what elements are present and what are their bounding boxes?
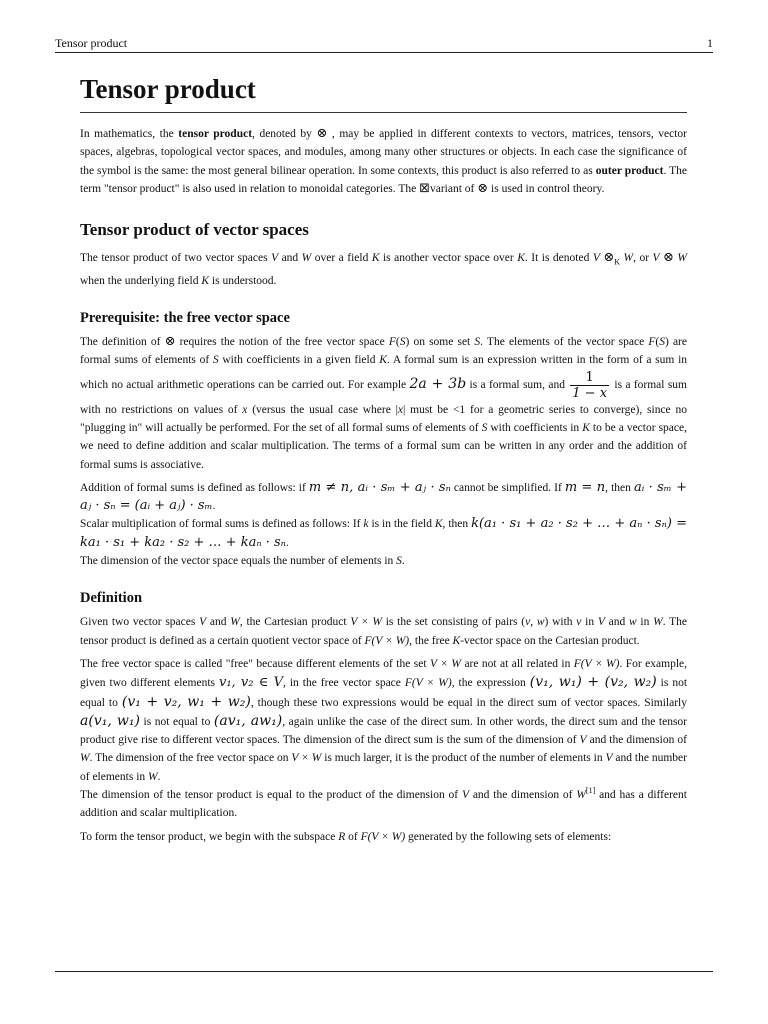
text-run: requires the notion of the free vector space	[175, 336, 389, 349]
math-var: F	[388, 336, 396, 349]
text-run: in	[636, 616, 654, 629]
math-var: W	[148, 770, 158, 783]
fraction	[570, 370, 609, 401]
otimes-symbol: ⊗	[477, 180, 489, 196]
math-var: S	[481, 421, 488, 434]
text-run: Scalar multiplication of formal sums is defined as follows: If	[80, 518, 364, 531]
math-var: S	[212, 354, 219, 367]
text-run: Addition of formal sums is defined as follows: if	[80, 481, 309, 494]
text-run: are not at all related in	[461, 657, 574, 670]
math-var: V	[592, 252, 600, 265]
text-run: cannot be simplified. If	[450, 481, 565, 494]
text-run: ) with	[544, 616, 577, 629]
subsection-heading: Prerequisite: the free vector space	[80, 310, 290, 327]
subsection-heading: Definition	[80, 590, 143, 607]
text-run: The free vector space is called "free" because different elements of the set	[80, 657, 430, 670]
text-run: on some set	[409, 336, 475, 349]
math-var: R	[338, 830, 346, 843]
text-run: is another vector space over	[379, 252, 518, 265]
math-expression: k(a₁ · s₁ + a₂ · s₂ + … + aₙ · sₙ) = ka₁ · s₁ + ka₂ · s₂ + … + kaₙ · sₙ	[80, 516, 687, 550]
section-paragraph	[80, 828, 687, 846]
text-run: .	[157, 770, 161, 783]
section-paragraph	[80, 655, 687, 823]
text-run: and the dimension of	[469, 789, 577, 802]
text-run: .	[212, 500, 216, 513]
otimes-symbol: ⊗	[603, 250, 615, 266]
subscript: K	[614, 257, 621, 267]
boxtimes-symbol: ⊠	[419, 180, 430, 196]
math-var: W	[677, 252, 688, 265]
math-expression: m = n	[564, 479, 606, 495]
text-run: is used in control theory.	[488, 182, 605, 195]
text-run: and	[206, 616, 231, 629]
text-run: is a formal sum, and	[466, 378, 569, 391]
otimes-symbol: ⊗	[316, 126, 328, 141]
text-run: , may be applied in different contexts to vectors, matrices, tensors, vector spaces, algebras, topological vector spaces, and modules, among many other structures or objects. In each case the significance of the symbol is the same: the most general bilinear operation. In some contexts, this product is also referred to as	[80, 128, 687, 177]
intro-paragraph	[80, 125, 687, 198]
text-run: To form the tensor product, we begin with the subspace	[80, 830, 339, 843]
math-expression: (av₁, aw₁)	[213, 712, 283, 729]
text-run: , the free	[409, 634, 453, 647]
text-run: , again unlike the case of the direct sum. In other words, the direct sum and the tensor product give rise to different vector spaces. The dimension of the direct sum is the sum of the dimension of	[80, 715, 688, 747]
text-run: , then	[605, 481, 634, 494]
text-run: (versus the usual case where |	[247, 403, 398, 416]
text-run: , in the free vector space	[282, 677, 405, 690]
text-run: over a field	[311, 252, 372, 265]
math-var: v	[525, 616, 531, 629]
footer-divider	[55, 971, 713, 972]
text-run: is not equal to	[80, 677, 688, 709]
math-var: F	[648, 336, 656, 349]
text-run: , or	[633, 252, 653, 265]
text-run: is not equal to	[139, 715, 214, 728]
math-var: W	[230, 616, 240, 629]
text-run: , though these two expressions would be equal in the direct sum of vector spaces. Similarly	[250, 696, 688, 709]
math-var: W	[653, 616, 663, 629]
math-expression: V × W	[430, 657, 462, 670]
text-run: , then	[442, 518, 472, 531]
math-expression: aᵢ · sₘ + aⱼ · sₙ = (aᵢ + aⱼ) · sₘ	[80, 479, 687, 514]
text-run: and has a different addition and scalar multiplication.	[80, 789, 687, 820]
page-title: Tensor product	[80, 72, 687, 113]
text-run: .	[285, 536, 289, 549]
math-var: V	[579, 734, 587, 747]
text-run: and	[604, 616, 629, 629]
math-var: S	[396, 555, 402, 568]
text-run: in	[581, 616, 598, 629]
text-run: and the number of elements in	[80, 752, 687, 783]
math-expression: (v₁ + v₂, w₁ + w₂)	[121, 693, 251, 710]
math-expression: a(v₁, w₁)	[80, 712, 140, 729]
text-run: with coefficients in a given field	[218, 354, 380, 367]
text-run: are formal sums of elements of	[80, 336, 687, 367]
math-var: K	[434, 518, 443, 531]
text-run: and the dimension of	[586, 734, 687, 747]
text-run: and	[278, 252, 302, 265]
math-var: K	[452, 634, 461, 647]
bold-term: tensor product	[178, 128, 253, 140]
text-run: In mathematics, the	[80, 128, 179, 140]
fraction-numerator: 1	[570, 370, 609, 386]
page-number: 1	[707, 36, 713, 50]
text-run: , the Cartesian product	[239, 616, 351, 629]
math-var: V	[597, 616, 605, 629]
text-run: . The elements of the vector space	[480, 336, 649, 349]
text-run: The dimension of the tensor product is equal to the product of the dimension of	[80, 789, 462, 802]
math-expression: (v₁, w₁) + (v₂, w₂)	[529, 674, 657, 691]
math-var: K	[379, 354, 387, 367]
otimes-symbol: ⊗	[164, 334, 176, 350]
text-run: The tensor product of two vector spaces	[80, 252, 272, 265]
text-run: ,	[530, 616, 537, 629]
math-var: V	[461, 789, 469, 802]
text-run: , the expression	[451, 677, 530, 690]
math-var: W	[623, 252, 634, 265]
text-run: The dimension of the vector space equals the number of elements in	[80, 555, 397, 568]
math-var: w	[536, 616, 545, 629]
math-var: W	[301, 252, 312, 265]
text-run: is in the field	[368, 518, 435, 531]
citation-link[interactable]: [1]	[585, 786, 596, 796]
math-expression: F(V × W)	[360, 830, 406, 843]
math-var: W	[80, 752, 90, 765]
text-run: Given two vector spaces	[80, 616, 200, 629]
text-run: is much larger, it is the product of the number of elements in	[321, 752, 606, 765]
section-paragraph: The definition of ⊗ requires the notion of the free vector space F(S) on some set S. The elements of the vector space F(S) are formal sums of elements of S with coefficients in a given field K. A formal sum is an expression written in the form of a sum in which no actual arithmetic operations can be carried out. For example 2a + 3b is a formal sum, and $\frac{1}{1 - x}$ is a formal sum with no restrictions on values of x (versus the usual case where |x| must be <1 for a geometric series to converge), since no "plugging in" will actually be performed. For the set of all formal sums of elements of S with coefficients in K to be a vector space, we need to define addition and scalar multiplication. The terms of a formal sum can be written in any order and the addition of formal sums is associative.	[80, 334, 688, 471]
math-var: S	[659, 336, 665, 349]
section-paragraph	[80, 249, 687, 290]
math-var: w	[629, 616, 637, 629]
math-var: S	[399, 336, 406, 349]
text-run: . For example, given two different elements	[80, 657, 687, 690]
math-expression: F(V × W)	[364, 634, 410, 647]
text-run: to be a vector space, we need to define addition and scalar multiplication. The terms of a formal sum can be written in any order and the addition of formal sums is associative.	[80, 421, 687, 471]
text-run: . The term "tensor product" is also used in relation to monoidal categories. The	[80, 164, 687, 195]
text-run: is a formal sum with no restrictions on values of	[80, 378, 687, 416]
math-expression: F(V × W)	[573, 657, 620, 670]
text-run: variant of	[430, 182, 478, 195]
math-var: K	[582, 421, 590, 434]
page-header	[55, 36, 713, 53]
math-expression: V × W	[291, 752, 322, 765]
math-var: V	[605, 752, 613, 765]
text-run: . The dimension of the free vector space on	[89, 752, 292, 765]
math-expression: 2a + 3b	[409, 375, 467, 392]
text-run: of	[345, 830, 361, 843]
math-expression: F(V × W)	[404, 677, 452, 690]
text-run: . It is denoted	[524, 252, 593, 265]
fraction-denominator: 1 − x	[572, 385, 608, 401]
math-var: S	[474, 336, 481, 349]
text-run: The definition of	[80, 336, 165, 349]
text-run: is understood.	[209, 274, 277, 287]
otimes-symbol: ⊗	[663, 250, 674, 266]
text-run: | must be <1 for a geometric series to converge), since no "plugging in" will actually be performed. For the set of all formal sums of elements of	[80, 403, 687, 434]
math-var: K	[371, 252, 380, 265]
math-expression: m ≠ n, aᵢ · sₘ + aⱼ · sₙ	[308, 479, 451, 495]
text-run: when the underlying field	[80, 274, 202, 287]
math-var: x	[397, 403, 404, 416]
text-run: is the set consisting of pairs (	[381, 616, 526, 629]
math-var: V	[652, 252, 660, 265]
section-paragraph	[80, 613, 687, 650]
math-expression: v₁, v₂ ∈ V	[218, 675, 283, 691]
running-title: Tensor product	[55, 36, 128, 50]
math-var: x	[242, 403, 248, 416]
text-run: generated by the following sets of elements:	[405, 830, 612, 843]
text-run: . A formal sum is an expression written in the form of a sum in which no actual arithmetic operations can be carried out. For example	[80, 354, 688, 391]
section-paragraph	[80, 479, 687, 570]
text-run: -vector space on the Cartesian product.	[460, 634, 640, 647]
bold-term: outer product	[595, 164, 664, 177]
math-var: W	[576, 789, 586, 802]
math-expression: V × W	[350, 616, 382, 629]
article-body	[80, 72, 687, 851]
text-run: . The tensor product is defined as a certain quotient vector space of	[80, 616, 688, 647]
math-var: v	[576, 616, 582, 629]
text-run: with coefficients in	[487, 421, 583, 434]
text-run: , denoted by	[252, 128, 317, 140]
section-heading: Tensor product of vector spaces	[80, 220, 309, 240]
math-var: V	[271, 252, 279, 265]
text-run: .	[401, 555, 405, 568]
math-var: K	[517, 252, 525, 265]
math-var: k	[363, 518, 369, 531]
math-var: K	[201, 274, 210, 287]
math-var: V	[199, 616, 207, 629]
